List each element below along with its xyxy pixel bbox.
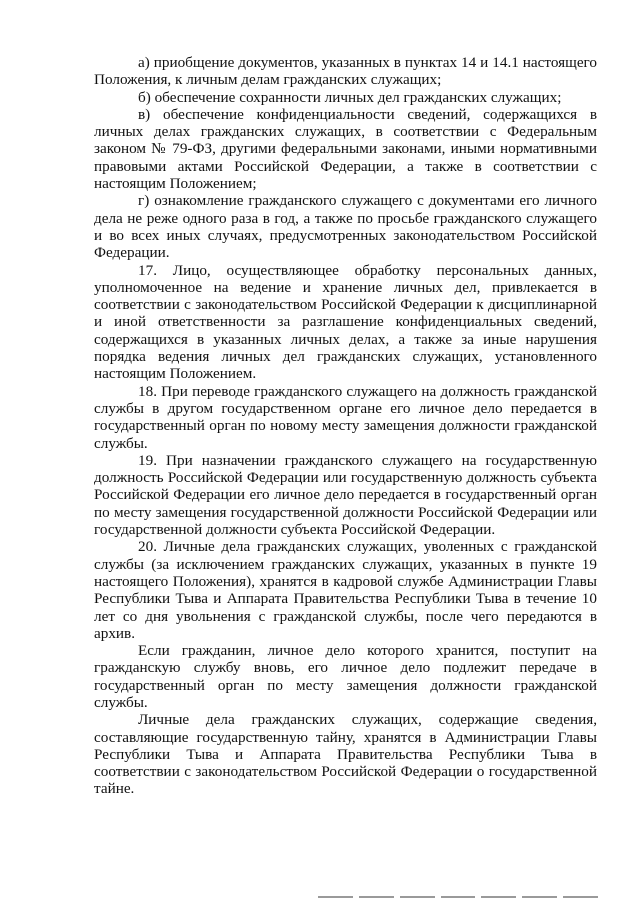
paragraph-19: 19. При назначении гражданского служащего на государственную должность Российской Федерации или государственную должность субъекта Российской Федерации его личное дело передается в государственный орган по месту замещения государственной должности Российской Федерации или государственной должности субъекта Российской Федерации. <box>94 451 597 539</box>
paragraph-16g: г) ознакомление гражданского служащего с документами его личного дела не реже одного раза в год, а также по просьбе гражданского служащего и во всех иных случаях, предусмотренных законодательством Российской Федерации. <box>94 192 597 262</box>
paragraph-17: 17. Лицо, осуществляющее обработку персональных данных, уполномоченное на ведение и хранение личных дел, привлекается в соответствии с законодательством Российской Федерации к дисциплинарной и иной ответственности за разглашение конфиденциальных сведений, содержащихся в указанных личных делах, а также за иные нарушения порядка ведения личных дел гражданских служащих, установленного настоящим Положением. <box>94 261 597 383</box>
paragraph-16a: а) приобщение документов, указанных в пунктах 14 и 14.1 настоящего Положения, к личным делам гражданских служащих; <box>94 54 597 89</box>
paragraph-20-rehire: Если гражданин, личное дело которого хранится, поступит на гражданскую службу вновь, его личное дело подлежит передаче в государственный орган по месту замещения должности гражданской службы. <box>94 642 597 711</box>
paragraph-18: 18. При переводе гражданского служащего на должность гражданской службы в другом государственном органе его личное дело передается в государственный орган по новому месту замещения должности гражданской службы. <box>94 382 597 452</box>
paragraph-20: 20. Личные дела гражданских служащих, уволенных с гражданской службы (за исключением гражданских служащих, указанных в пункте 19 настоящего Положения), хранятся в кадровой службе Администрации Главы Республики Тыва и Аппарата Правительства Республики Тыва в течение 10 лет со дня увольнения с гражданской службы, после чего передаются в архив. <box>94 538 597 642</box>
paragraph-16b: б) обеспечение сохранности личных дел гражданских служащих; <box>138 88 562 106</box>
scan-footer-marks <box>318 896 598 900</box>
paragraph-16v: в) обеспечение конфиденциальности сведений, содержащихся в личных делах гражданских служащих, в соответствии с Федеральным законом № 79-ФЗ, другими федеральными законами, иными нормативными правовыми актами Российской Федерации, а также в соответствии с настоящим Положением; <box>94 105 597 193</box>
paragraph-20-secret: Личные дела гражданских служащих, содержащие сведения, составляющие государственную тайну, хранятся в Администрации Главы Республики Тыва и Аппарата Правительства Республики Тыва в соответствии с законодательством Российской Федерации о государственной тайне. <box>94 711 597 798</box>
document-page <box>94 54 597 798</box>
